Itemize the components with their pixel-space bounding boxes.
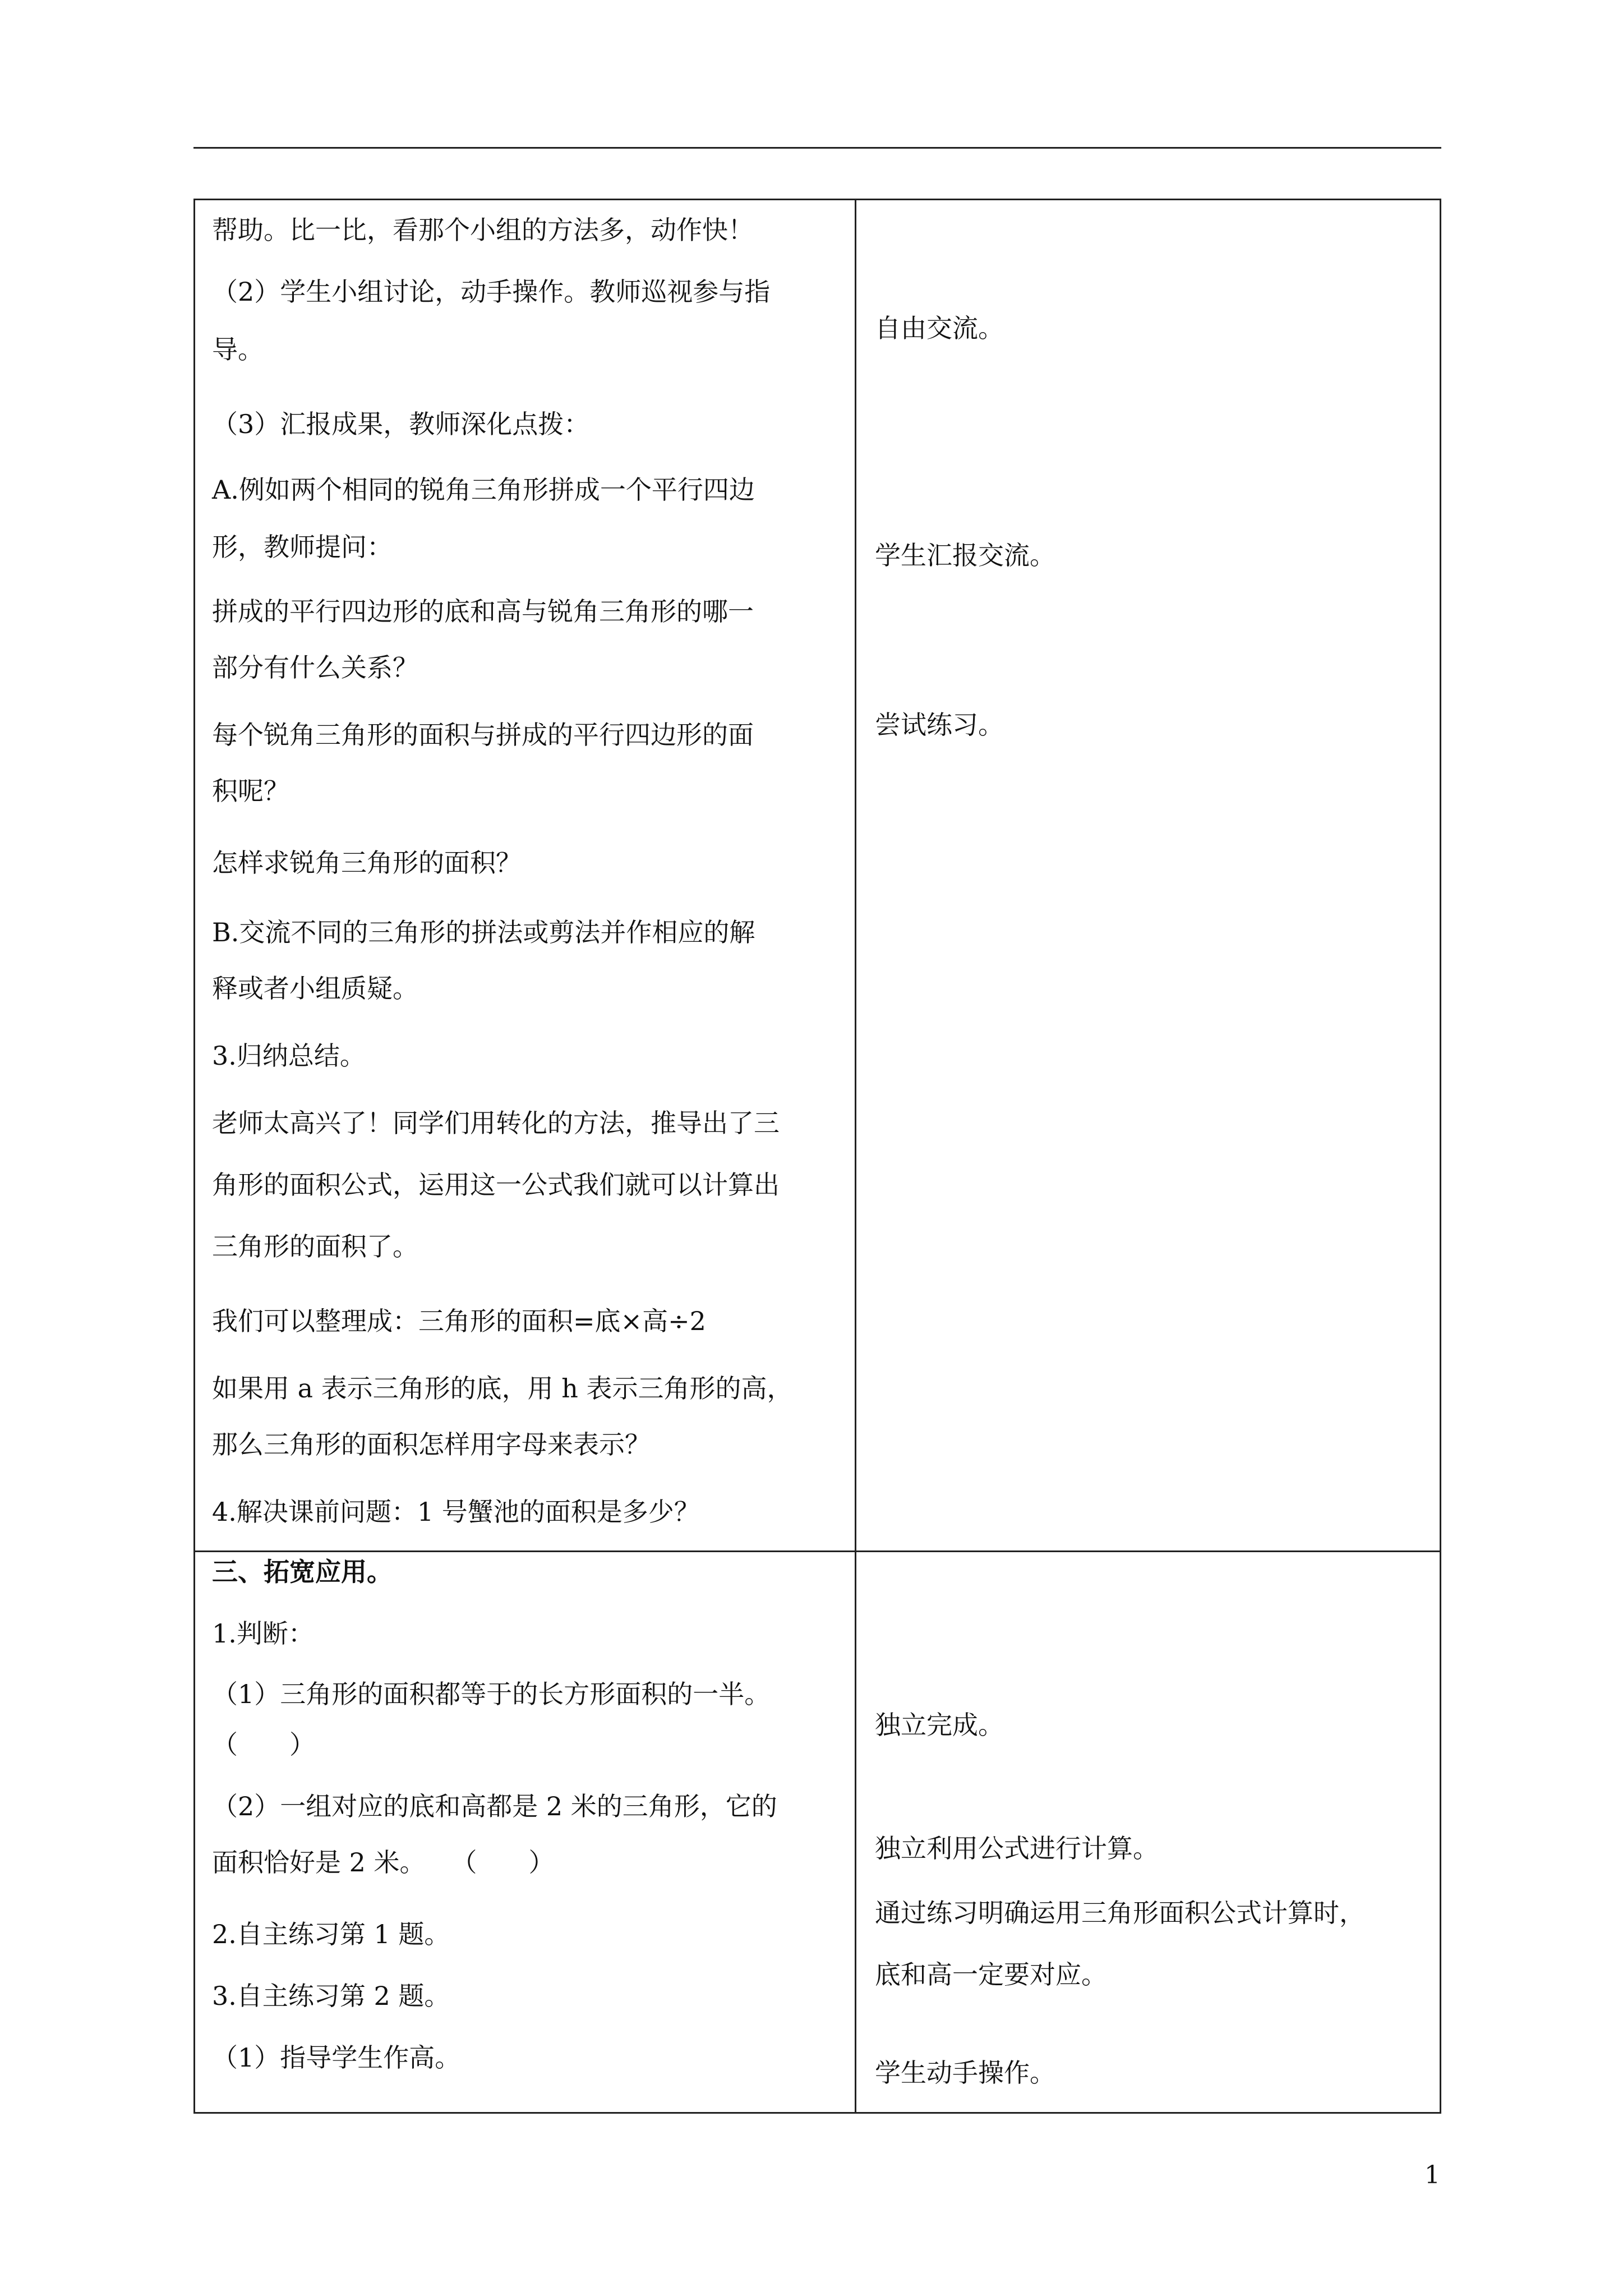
teacher-text-line: 每个锐角三角形的面积与拼成的平行四边形的面 (212, 720, 754, 750)
teacher-text-line: A.例如两个相同的锐角三角形拼成一个平行四边 (212, 475, 755, 505)
teacher-text-line: 4.解决课前问题：1 号蟹池的面积是多少？ (212, 1497, 700, 1527)
teacher-text-line: 那么三角形的面积怎样用字母来表示？ (212, 1429, 651, 1460)
teacher-text-line: 面积恰好是 2 米。 （ ） (212, 1847, 555, 1878)
teacher-text-line: 如果用 a 表示三角形的底，用 h 表示三角形的高， (212, 1373, 793, 1404)
page-number: 1 (1424, 2161, 1440, 2189)
teacher-text-line: （2）学生小组讨论，动手操作。教师巡视参与指 (212, 277, 771, 307)
teacher-text-line: （3）汇报成果，教师深化点拨： (212, 409, 590, 439)
section-title: 三、拓宽应用。 (212, 1557, 393, 1587)
student-activity: 独立完成。 (875, 1710, 1004, 1740)
teacher-text-line: 导。 (212, 334, 264, 365)
answer-blank: （ ） (212, 1729, 315, 1760)
teacher-text-line: 3.归纳总结。 (212, 1041, 366, 1071)
teacher-text-line: 2.自主练习第 1 题。 (212, 1919, 450, 1949)
teacher-text-line: 拼成的平行四边形的底和高与锐角三角形的哪一 (212, 596, 754, 627)
teacher-text-line: （1）三角形的面积都等于的长方形面积的一半。 (212, 1679, 771, 1709)
student-activity: 通过练习明确运用三角形面积公式计算时， (875, 1898, 1365, 1928)
student-activity: 尝试练习。 (875, 710, 1004, 740)
student-activity: 自由交流。 (875, 313, 1004, 343)
teacher-text-line: 三角形的面积了。 (212, 1231, 418, 1262)
student-activity: 学生动手操作。 (875, 2058, 1055, 2088)
teacher-text-line: 形，教师提问： (212, 532, 393, 562)
teacher-text-line: 角形的面积公式，运用这一公式我们就可以计算出 (212, 1170, 780, 1200)
row-divider (193, 1550, 1441, 1552)
column-divider (855, 199, 856, 2114)
teacher-text-line: 怎样求锐角三角形的面积？ (212, 848, 522, 878)
student-activity: 独立利用公式进行计算。 (875, 1833, 1159, 1864)
teacher-text-line: 3.自主练习第 2 题。 (212, 1981, 450, 2011)
teacher-text-line: （2）一组对应的底和高都是 2 米的三角形，它的 (212, 1791, 777, 1821)
teacher-text-line: 老师太高兴了！同学们用转化的方法，推导出了三 (212, 1108, 780, 1138)
student-activity: 学生汇报交流。 (875, 540, 1055, 570)
teacher-text-line: 部分有什么关系？ (212, 652, 418, 683)
teacher-text-line: （1）指导学生作高。 (212, 2042, 461, 2073)
header-rule (193, 147, 1441, 149)
teacher-text-line: 释或者小组质疑。 (212, 973, 418, 1004)
teacher-text-line: 帮助。比一比，看那个小组的方法多，动作快！ (212, 215, 754, 245)
teacher-text-line: 1.判断： (212, 1618, 314, 1649)
teacher-text-line: 积呢？ (212, 776, 289, 806)
formula-line: 我们可以整理成：三角形的面积=底×高÷2 (212, 1306, 706, 1336)
student-activity: 底和高一定要对应。 (875, 1959, 1107, 1990)
teacher-text-line: B.交流不同的三角形的拼法或剪法并作相应的解 (212, 917, 755, 947)
